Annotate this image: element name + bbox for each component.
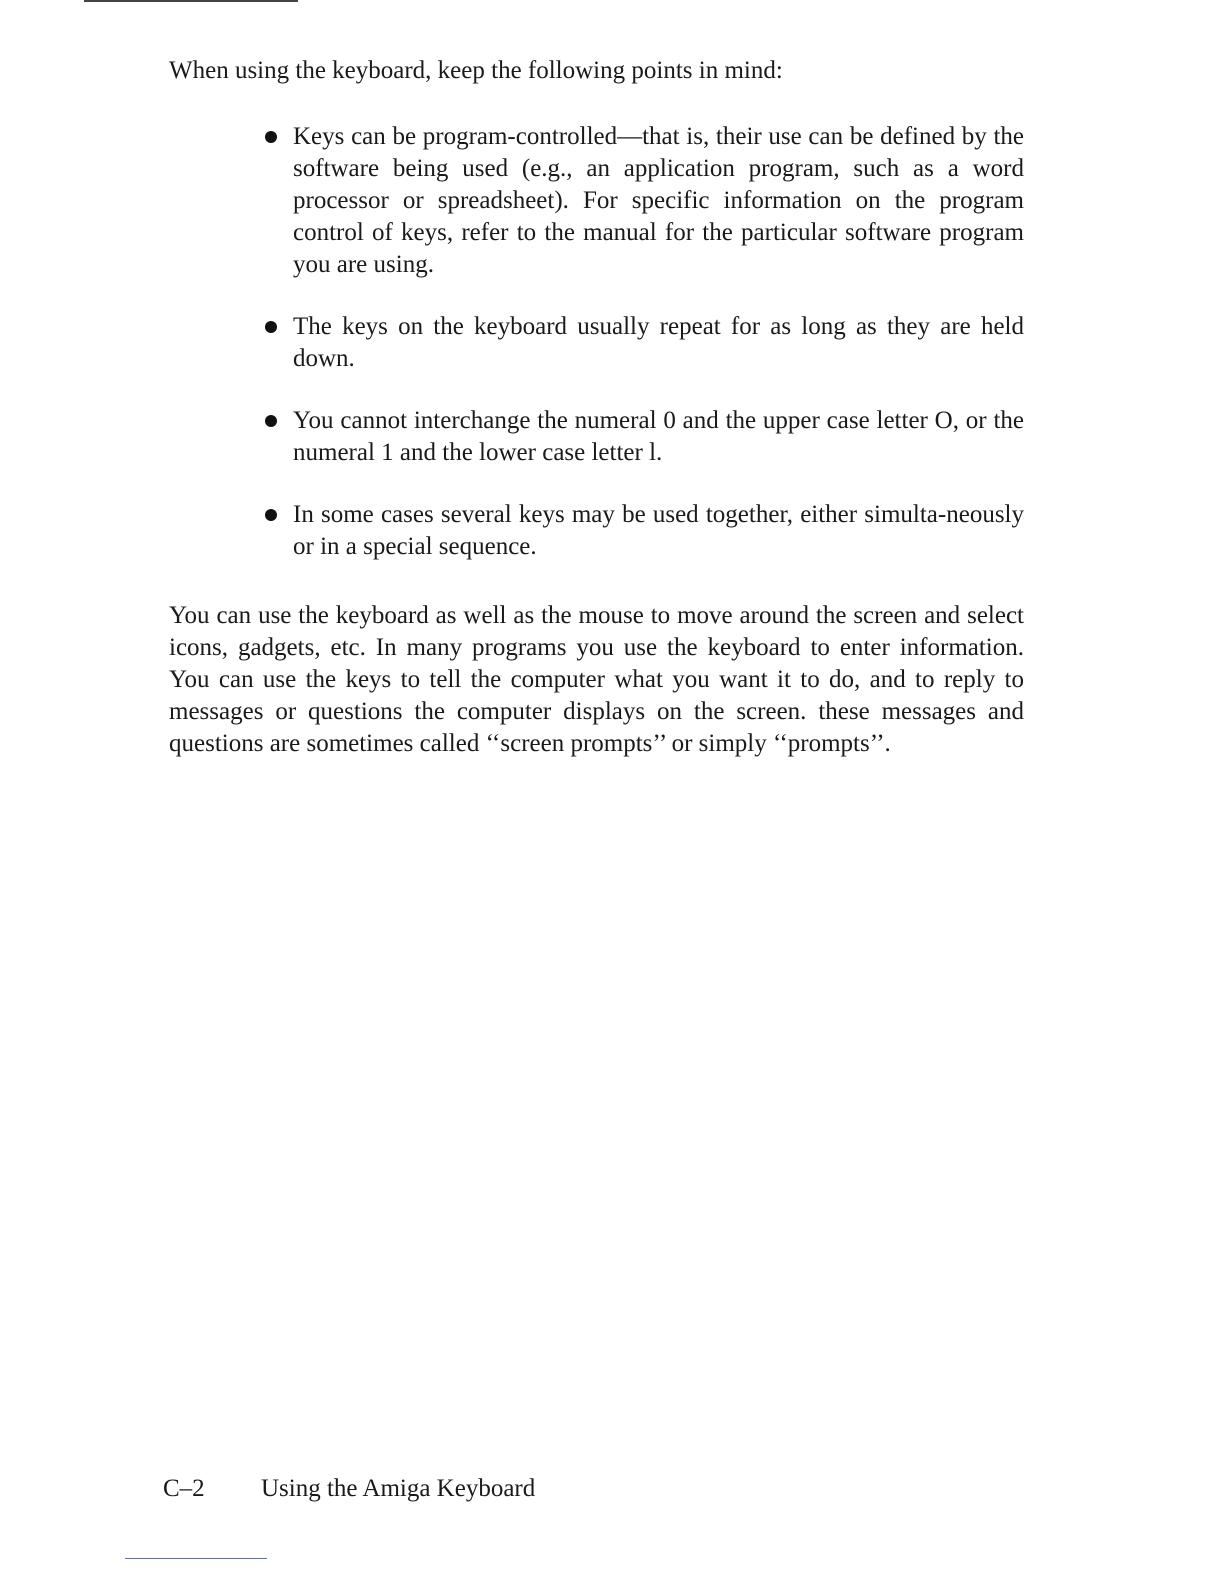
bullet-icon [265, 321, 277, 333]
list-item-text: In some cases several keys may be used together, either simulta-neously or in a special sequence. [293, 501, 1024, 560]
keyboard-points-list [262, 121, 1024, 593]
list-item-text: The keys on the keyboard usually repeat for as long as they are held down. [293, 313, 1024, 372]
bottom-rule [125, 1558, 267, 1559]
list-item [262, 405, 1024, 469]
bullet-icon [265, 509, 277, 521]
list-item-text: Keys can be program-controlled—that is, their use can be defined by the software being used (e.g., an application program, such as a word processor or spreadsheet). For specific information on the program control of keys, refer to the manual for the particular software program you are using. [293, 123, 1024, 278]
intro-paragraph: When using the keyboard, keep the following points in mind: [169, 57, 783, 84]
top-rule [84, 0, 298, 2]
list-item [262, 499, 1024, 563]
closing-paragraph: You can use the keyboard as well as the mouse to move around the screen and select icons, gadgets, etc. In many programs you use the keyboard to enter information. You can use the keys to tell the computer what you want it to do, and to reply to messages or questions the computer displays on the screen. these messages and questions are sometimes called ‘‘screen prompts’’ or simply ‘‘prompts’’. [169, 602, 1024, 757]
page-footer [163, 1473, 535, 1505]
list-item [262, 121, 1024, 281]
list-item [262, 311, 1024, 375]
bullet-icon [265, 131, 277, 143]
list-item-text: You cannot interchange the numeral 0 and the upper case letter O, or the numeral 1 and the lower case letter l. [293, 407, 1024, 466]
page-number: C–2 [163, 1475, 205, 1502]
running-title: Using the Amiga Keyboard [261, 1475, 536, 1502]
bullet-icon [265, 415, 277, 427]
